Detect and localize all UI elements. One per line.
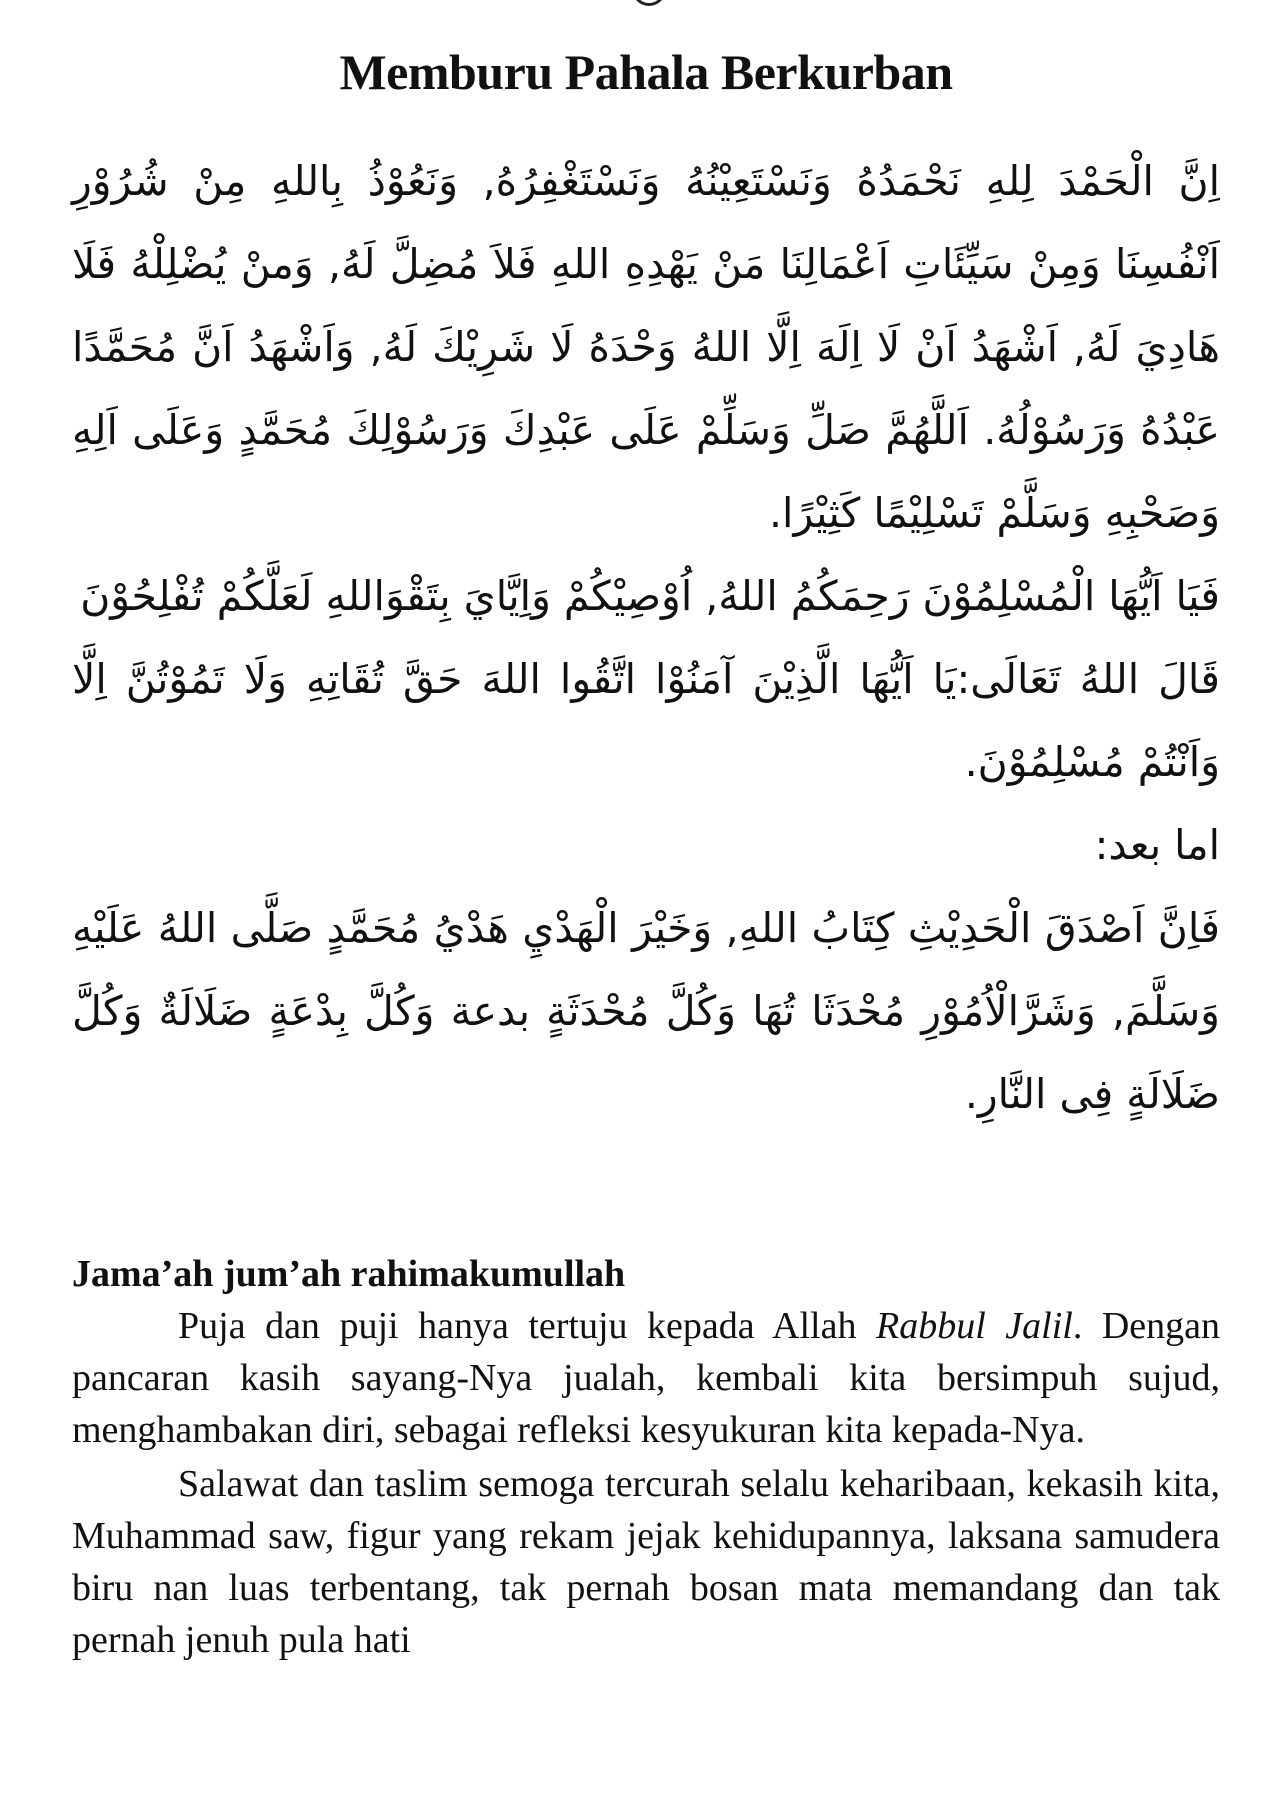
paragraph-salawat: Salawat dan taslim semoga tercurah selalu keharibaan, kekasih kita, Muhammad saw, figur yang rekam jejak kehidupannya, laksana samudera biru nan luas terbentang, tak pernah bosan mata memandang dan tak pernah jenuh pula hati — [72, 1463, 1220, 1661]
arabic-paragraph-hadith: فَاِنَّ اَصْدَقَ الْحَدِيْثِ كِتَابُ اللهِ, وَخَيْرَ الْهَدْيِ هَدْيُ مُحَمَّدٍ صَلَّى اللهُ عَلَيْهِ وَسَلَّمَ, وَشَرَّالْاُمُوْرِ مُحْدَثَا تُهَا وَكُلَّ مُحْدَثَةٍ بدعة وَكُلَّ بِدْعَةٍ ضَلَالَةٌ وَكُلَّ ضَلَالَةٍ فِى النَّارِ. — [72, 904, 1220, 1118]
arabic-paragraph-ayat: قَالَ اللهُ تَعَالَى:يَا اَيُّهَا الَّذِيْنَ آمَنُوْا اتَّقُوا اللهَ حَقَّ تُقَاتِهِ وَلَا تَمُوْتُنَّ اِلَّا وَاَنْتُمْ مُسْلِمُوْنَ. — [72, 655, 1220, 786]
arabic-paragraph-hamdalah: اِنَّ الْحَمْدَ لِلهِ نَحْمَدُهُ وَنَسْتَعِيْنُهُ وَنَسْتَغْفِرُهُ, وَنَعُوْذُ بِاللهِ مِنْ شُرُوْرِ اَنْفُسِنَا وَمِنْ سَيِّئَاتِ اَعْمَالِنَا مَنْ يَهْدِهِ اللهِ فَلاَ مُضِلَّ لَهُ, وَمنْ يُضْلِلْهُ فَلَا هَادِيَ لَهُ, اَشْهَدُ اَنْ لَا اِلَهَ اِلَّا اللهُ وَحْدَهُ لَا شَرِيْكَ لَهُ, وَاَشْهَدُ اَنَّ مُحَمَّدًا عَبْدُهُ وَرَسُوْلُهُ. اَللَّهُمَّ صَلِّ وَسَلِّمْ عَلَى عَبْدِكَ وَرَسُوْلِكَ مُحَمَّدٍ وَعَلَى اَلِهِ وَصَحْبِهِ وَسَلَّمْ تَسْلِيْمًا كَثِيْرًا. — [72, 157, 1220, 537]
arabic-paragraph-wasiat: فَيَا اَيُّهَا الْمُسْلِمُوْنَ رَحِمَكُمُ اللهُ, اُوْصِيْكُمْ وَاِيَّايَ بِتَقْوَاللهِ لَعَلَّكُمْ تُفْلِحُوْنَ — [80, 572, 1220, 620]
paragraph-puja-start: Puja dan puji hanya tertuju kepada Allah — [178, 1305, 876, 1347]
page-crop-edge — [0, 1688, 1280, 1800]
paragraph-puja-end: . Dengan pancaran kasih sayang-Nya jualah, kembali kita bersimpuh sujud, menghambakan diri, sebagai refleksi kesyukuran kita kepada-Nya. — [72, 1305, 1220, 1451]
indonesian-body-text — [72, 1248, 1220, 1666]
paragraph-puja — [72, 1300, 1220, 1456]
document-page — [72, 0, 1220, 1800]
paragraph-puja-italic: Rabbul Jalil — [875, 1305, 1073, 1347]
page-title: Memburu Pahala Berkurban — [339, 43, 953, 100]
page-number-fragment — [632, 0, 666, 6]
arabic-opening-text — [72, 140, 1220, 1136]
arabic-paragraph-amma-bad: اما بعد: — [1094, 821, 1220, 869]
section-heading: Jama’ah jum’ah rahimakumullah — [72, 1253, 626, 1295]
